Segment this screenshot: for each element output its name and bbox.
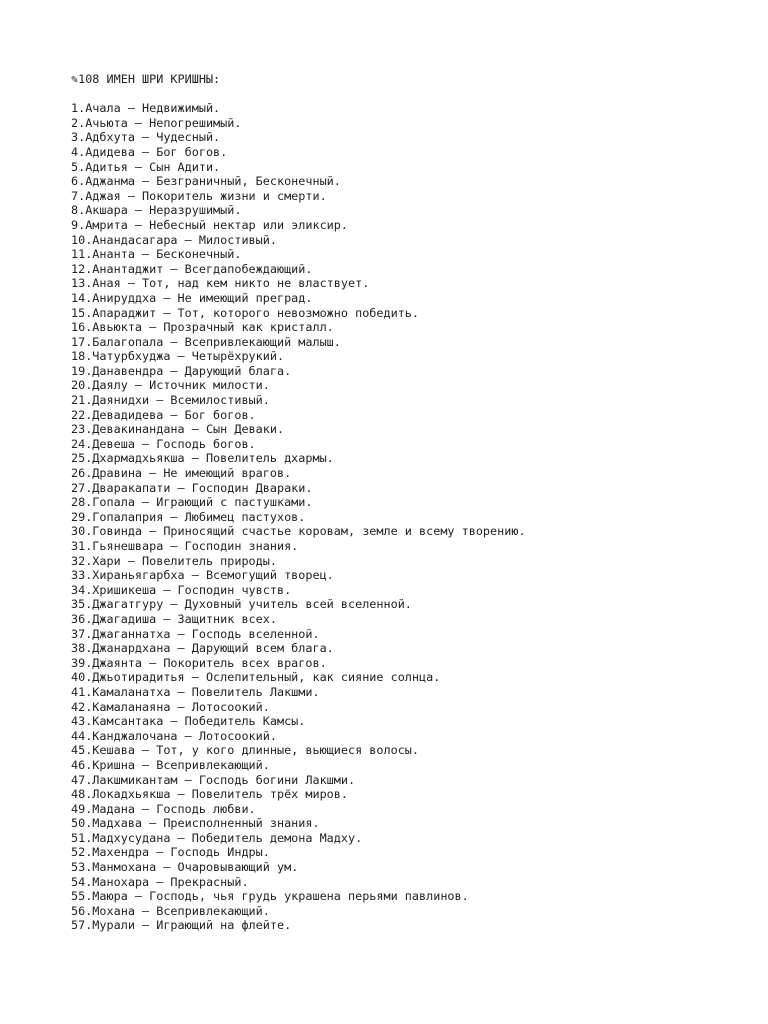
names-list [71,101,761,933]
name-list-item: 42.Камаланаяна — Лотосоокий. [71,699,270,714]
name-list-item: 20.Даялу — Источник милости. [71,378,270,393]
name-list-item: 56.Мохана — Всепривлекающий. [71,903,270,918]
document-title: ✎108 ИМЕН ШРИ КРИШНЫ: [71,72,221,86]
name-list-item: 36.Джагадиша — Защитник всех. [71,611,277,626]
name-list-item: 44.Канджалочана — Лотосоокий. [71,728,277,743]
name-list-item: 48.Локадхьякша — Повелитель трёх миров. [71,787,348,802]
name-list-item: 10.Анандасагара — Милостивый. [71,232,277,247]
name-list-item: 5.Адитья — Сын Адити. [71,159,221,174]
name-list-item: 53.Манмохана — Очаровывающий ум. [71,860,299,875]
name-list-item: 15.Апараджит — Тот, которого невозможно победить. [71,305,420,320]
name-list-item: 2.Ачьюта — Непогрешимый. [71,115,242,130]
name-list-item: 7.Аджая — Покоритель жизни и смерти. [71,188,327,203]
name-list-item: 12.Анантаджит — Всегдапобеждающий. [71,261,313,276]
name-list-item: 18.Чатурбхуджа — Четырёхрукий. [71,349,285,364]
name-list-item: 21.Даянидхи — Всемилостивый. [71,393,270,408]
name-list-item: 30.Говинда — Приносящий счастье коровам, земле и всему творению. [71,524,526,539]
name-list-item: 23.Девакинандана — Сын Деваки. [71,422,285,437]
name-list-item: 1.Ачала — Недвижимый. [71,101,221,116]
name-list-item: 25.Дхармадхьякша — Повелитель дхармы. [71,451,334,466]
name-list-item: 24.Девеша — Господь богов. [71,436,256,451]
name-list-item: 29.Гопалаприя — Любимец пастухов. [71,509,306,524]
name-list-item: 6.Аджанма — Безграничный, Бесконечный. [71,174,341,189]
name-list-item: 3.Адбхута — Чудесный. [71,130,221,145]
spacer [71,87,761,102]
name-list-item: 8.Акшара — Неразрушимый. [71,203,242,218]
name-list-item: 38.Джанардхана — Дарующий всем блага. [71,641,334,656]
name-list-item: 46.Кришна — Всепривлекающий. [71,757,270,772]
name-list-item: 43.Камсантака — Победитель Камсы. [71,714,306,729]
name-list-item: 45.Кешава — Тот, у кого длинные, вьющиеся волосы. [71,743,420,758]
name-list-item: 9.Амрита — Небесный нектар или эликсир. [71,217,348,232]
name-list-item: 49.Мадана — Господь любви. [71,801,256,816]
name-list-item: 51.Мадхусудана — Победитель демона Мадху. [71,830,363,845]
name-list-item: 39.Джаянта — Покоритель всех врагов. [71,655,327,670]
name-list-item: 22.Девадидева — Бог богов. [71,407,256,422]
name-list-item: 27.Дваракапати — Господин Двараки. [71,480,313,495]
name-list-item: 13.Аная — Тот, над кем никто не властвует. [71,276,370,291]
name-list-item: 55.Маюра — Господь, чья грудь украшена перьями павлинов. [71,889,469,904]
name-list-item: 57.Мурали — Играющий на флейте. [71,918,292,933]
name-list-item: 4.Адидева — Бог богов. [71,144,228,159]
name-list-item: 41.Камаланатха — Повелитель Лакшми. [71,684,320,699]
name-list-item: 11.Ананта — Бесконечный. [71,247,242,262]
name-list-item: 28.Гопала — Играющий с пастушками. [71,495,313,510]
name-list-item: 16.Авьюкта — Прозрачный как кристалл. [71,320,334,335]
name-list-item: 19.Данавендра — Дарующий блага. [71,363,292,378]
name-list-item: 32.Хари — Повелитель природы. [71,553,277,568]
name-list-item: 37.Джаганнатха — Господь вселенной. [71,626,320,641]
name-list-item: 50.Мадхава — Преисполненный знания. [71,816,320,831]
name-list-item: 34.Хришикеша — Господин чувств. [71,582,292,597]
name-list-item: 54.Манохара — Прекрасный. [71,874,249,889]
name-list-item: 52.Махендра — Господь Индры. [71,845,270,860]
name-list-item: 35.Джагатгуру — Духовный учитель всей вселенной. [71,597,412,612]
name-list-item: 33.Хираньягарбха — Всемогущий творец. [71,568,334,583]
name-list-item: 17.Балагопала — Всепривлекающий малыш. [71,334,341,349]
document-page [71,72,761,933]
name-list-item: 31.Гьянешвара — Господин знания. [71,539,299,553]
name-list-item: 26.Дравина — Не имеющий врагов. [71,466,292,481]
name-list-item: 40.Джьотирадитья — Ослепительный, как сияние солнца. [71,670,441,685]
name-list-item: 47.Лакшмикантам — Господь богини Лакшми. [71,772,356,787]
name-list-item: 14.Анируддха — Не имеющий преград. [71,290,313,305]
